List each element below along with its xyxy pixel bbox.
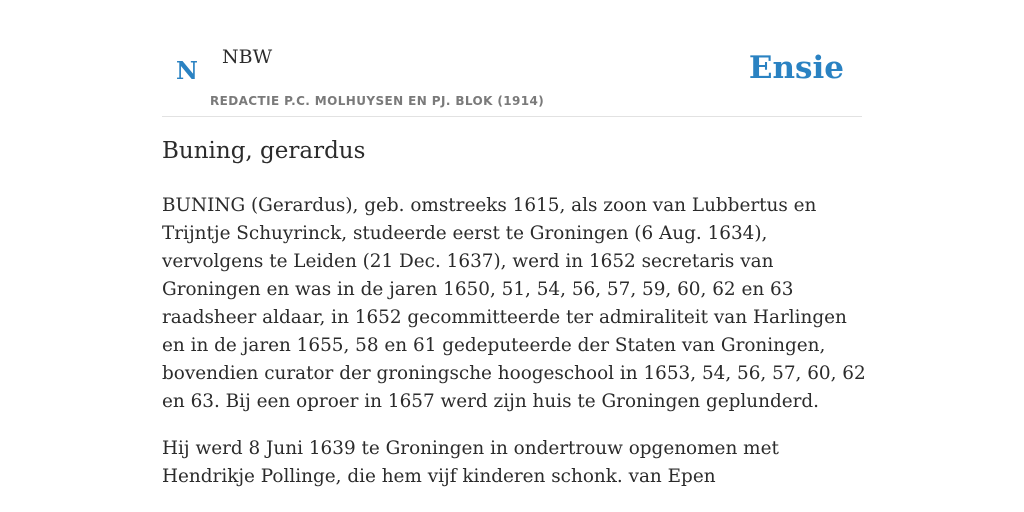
source-subtitle: REDACTIE P.C. MOLHUYSEN EN PJ. BLOK (1914) (210, 94, 545, 108)
brand-logo-link[interactable]: Ensie (748, 50, 844, 86)
page-header (162, 0, 862, 117)
source-name[interactable]: NBW (222, 46, 273, 68)
article-paragraph: Hij werd 8 Juni 1639 te Groningen in ondertrouw opgenomen met Hendrikje Pollinge, die hem vijf kinderen schonk. van Epen (162, 438, 779, 487)
article-paragraph: BUNING (Gerardus), geb. omstreeks 1615, als zoon van Lubbertus en Trijntje Schuyrinck, studeerde eerst te Groningen (6 Aug. 1634), vervolgens te Leiden (21 Dec. 1637), werd in 1652 secretaris van Groningen en was in de jaren 1650, 51, 54, 56, 57, 59, 60, 62 en 63 raadsheer aldaar, in 1652 gecommitteerde ter admiraliteit van Harlingen en in de jaren 1655, 58 en 61 gedeputeerde der Staten van Groningen, bovendien curator der groningsche hoogeschool in 1653, 54, 56, 57, 60, 62 en 63. Bij een oproer in 1657 werd zijn huis te Groningen geplunderd. (162, 195, 866, 412)
article-body (162, 192, 867, 510)
article-title: Buning, gerardus (162, 138, 366, 164)
source-logo[interactable]: N (176, 56, 198, 85)
